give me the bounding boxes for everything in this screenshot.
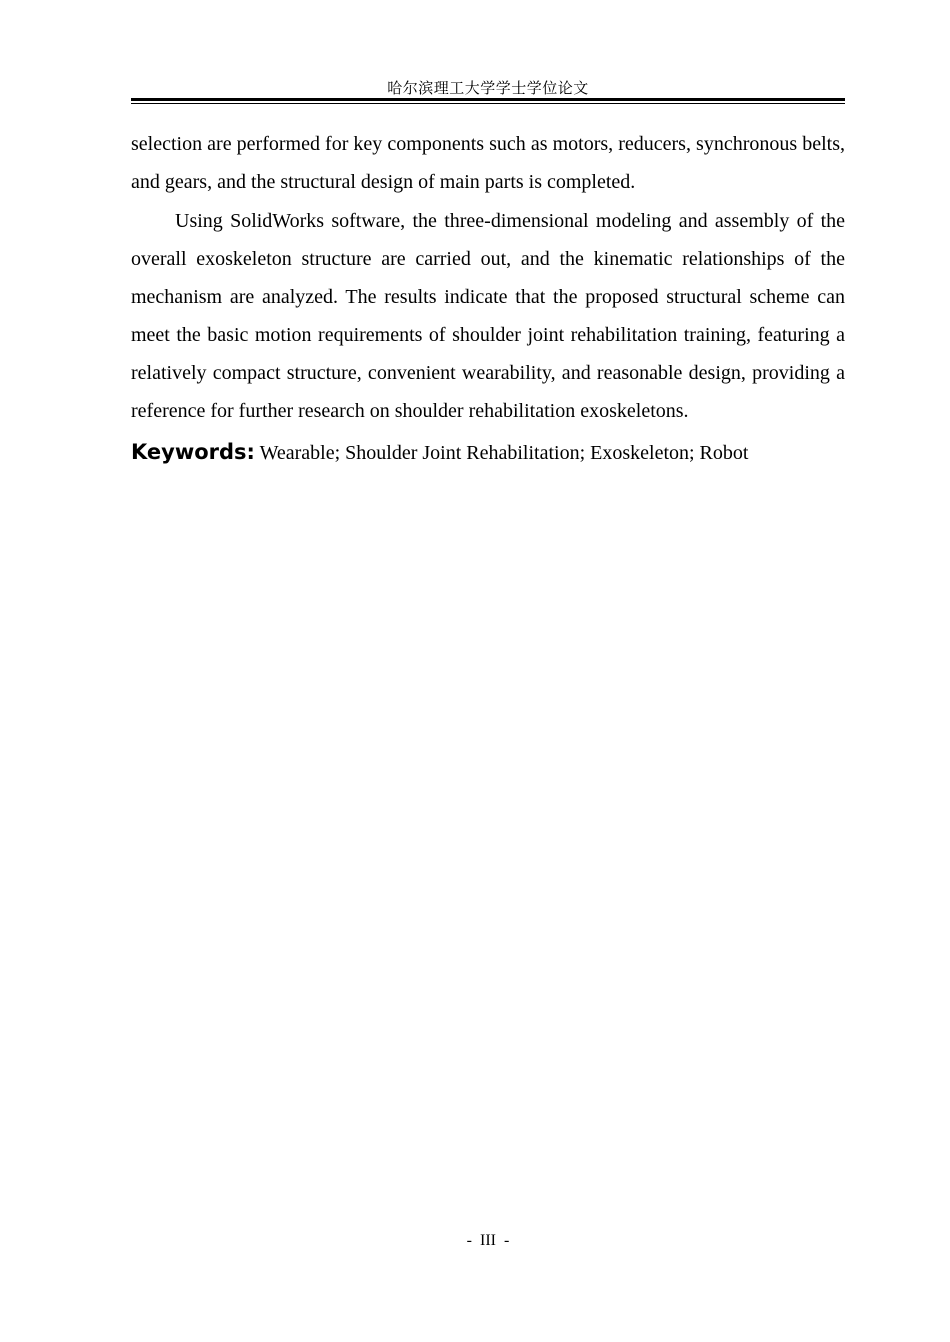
header-rule-thin <box>131 103 845 104</box>
body-paragraph-2: Using SolidWorks software, the three-dimensional modeling and assembly of the overall exoskeleton structure are carried out, and the kinematic relationships of the mechanism are analyzed. The results indicate that the proposed structural scheme can meet the basic motion requirements of shoulder joint rehabilitation training, featuring a relatively compact structure, convenient wearability, and reasonable design, providing a reference for further research on shoulder rehabilitation exoskeletons. <box>131 210 845 422</box>
header-rule-thick <box>131 98 845 101</box>
body-paragraph-1: selection are performed for key components such as motors, reducers, synchronous belts, and gears, and the structural design of main parts is completed. <box>131 133 845 193</box>
keywords-label: Keywords: <box>131 440 255 464</box>
page-body <box>131 125 845 469</box>
keywords-text: Wearable; Shoulder Joint Rehabilitation; Exoskeleton; Robot <box>259 442 749 464</box>
page-number: - III - <box>466 1232 510 1249</box>
running-header: 哈尔滨理工大学学士学位论文 <box>387 79 589 97</box>
keywords-line <box>131 436 845 469</box>
